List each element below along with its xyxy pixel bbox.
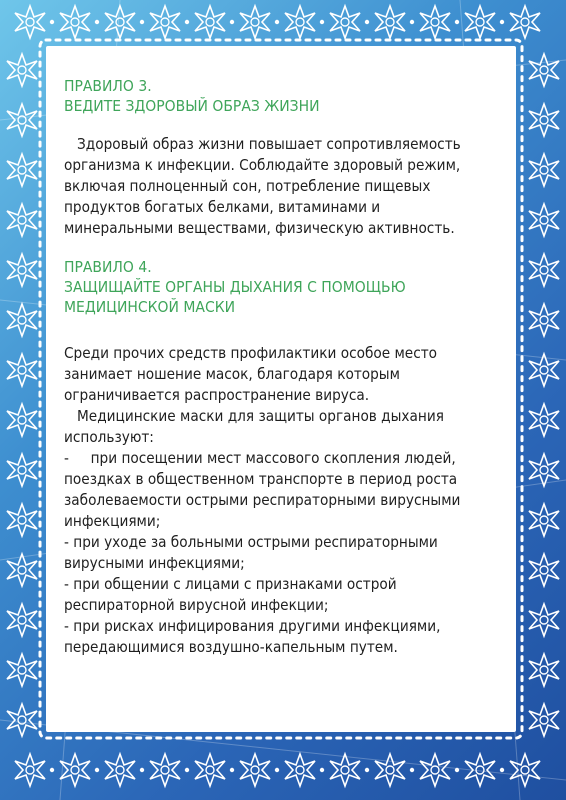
rule4-body-line: - при посещении мест массового скопления людей, — [64, 449, 456, 467]
rule3-body-line: включая полноценный сон, потребление пищевых — [64, 177, 431, 195]
rule4-body-line: поездках в общественном транспорте в период роста — [64, 470, 458, 488]
rule3-body — [64, 134, 504, 239]
rule4-body-line: вирусными инфекциями; — [64, 554, 245, 572]
rule4-body-line: Медицинские маски для защиты органов дыхания — [64, 407, 444, 425]
rule4-title-line2: МЕДИЦИНСКОЙ МАСКИ — [64, 298, 236, 316]
rule4-body-line: занимает ношение масок, благодаря которым — [64, 365, 400, 383]
rule4-body-line: Среди прочих средств профилактики особое место — [64, 344, 438, 362]
rule3-number: ПРАВИЛО 3. — [64, 77, 152, 95]
rule4-body-line: - при рисках инфицирования другими инфекциями, — [64, 617, 441, 635]
rule3-body-line: минеральными веществами, физическую активность. — [64, 219, 455, 237]
rule4-body-line: заболеваемости острыми респираторными вирусными — [64, 491, 461, 509]
rule3-title: ВЕДИТЕ ЗДОРОВЫЙ ОБРАЗ ЖИЗНИ — [64, 97, 320, 115]
text-area — [64, 76, 504, 658]
rule4-heading — [64, 257, 504, 317]
rule4-body-line: инфекциями; — [64, 512, 161, 530]
rule3-body-line: Здоровый образ жизни повышает сопротивляемость — [64, 135, 461, 153]
rule4-body-line: - при уходе за больными острыми респираторными — [64, 533, 438, 551]
rule4-body-line: респираторной вирусной инфекции; — [64, 596, 329, 614]
rule3-heading — [64, 76, 504, 116]
rule4-title-line1: ЗАЩИЩАЙТЕ ОРГАНЫ ДЫХАНИЯ С ПОМОЩЬЮ — [64, 278, 406, 296]
rule4-body — [64, 343, 504, 658]
rule4-body-line: передающимися воздушно-капельным путем. — [64, 638, 398, 656]
rule3-body-line: продуктов богатых белками, витаминами и — [64, 198, 381, 216]
rule4-body-line: ограничивается распространение вируса. — [64, 386, 370, 404]
rule4-body-line: используют: — [64, 428, 154, 446]
rule3-body-line: организма к инфекции. Соблюдайте здоровый режим, — [64, 156, 461, 174]
rule4-number: ПРАВИЛО 4. — [64, 258, 152, 276]
content-panel — [46, 46, 516, 732]
rule4-body-line: - при общении с лицами с признаками острой — [64, 575, 397, 593]
